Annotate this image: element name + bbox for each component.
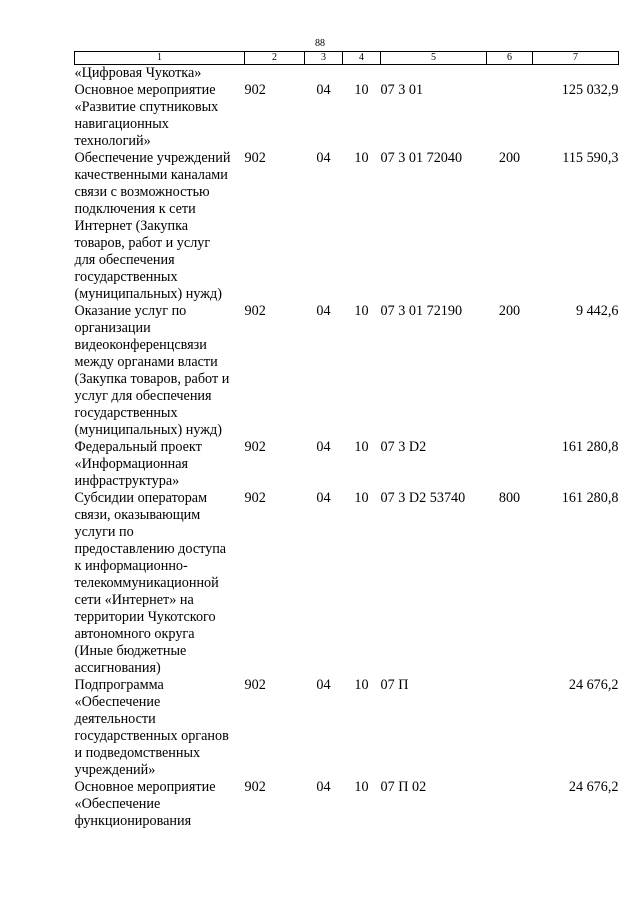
table-row bbox=[75, 439, 619, 490]
item-description bbox=[75, 303, 245, 439]
code-expense-type: 200 bbox=[498, 303, 521, 319]
code-main-admin: 902 bbox=[244, 150, 266, 166]
column-header: 4 bbox=[343, 52, 381, 65]
item-description bbox=[75, 779, 245, 830]
description-line: «Обеспечение bbox=[74, 694, 161, 710]
code-main-admin: 902 bbox=[244, 439, 266, 455]
column-header: 2 bbox=[245, 52, 305, 65]
code-subsection bbox=[343, 65, 381, 83]
amount bbox=[533, 65, 619, 83]
description-line: Основное мероприятие bbox=[74, 779, 216, 795]
description-line: качественными каналами bbox=[74, 167, 228, 183]
code-subsection: 10 bbox=[354, 303, 369, 319]
code-target-article: 07 3 D2 53740 bbox=[380, 490, 466, 506]
description-line: территории Чукотского bbox=[74, 609, 216, 625]
code-section: 04 bbox=[316, 677, 331, 693]
code-subsection: 10 bbox=[354, 779, 369, 795]
code-expense-type bbox=[487, 439, 533, 490]
description-line: услуг для обеспечения bbox=[74, 388, 212, 404]
code-section: 04 bbox=[316, 303, 331, 319]
code-main-admin: 902 bbox=[244, 490, 266, 506]
amount: 24 676,2 bbox=[568, 677, 619, 693]
column-header: 5 bbox=[381, 52, 487, 65]
table-row bbox=[75, 82, 619, 150]
description-line: Основное мероприятие bbox=[74, 82, 216, 98]
code-section: 04 bbox=[316, 439, 331, 455]
code-section: 04 bbox=[316, 150, 331, 166]
description-line: сети «Интернет» на bbox=[74, 592, 194, 608]
column-header: 3 bbox=[305, 52, 343, 65]
description-line: государственных bbox=[74, 405, 178, 421]
description-line: связи, оказывающим bbox=[74, 507, 201, 523]
description-line: для обеспечения bbox=[74, 252, 175, 268]
amount: 125 032,9 bbox=[561, 82, 619, 98]
code-target-article: 07 П 02 bbox=[380, 779, 427, 795]
description-line: Интернет (Закупка bbox=[74, 218, 189, 234]
description-line: телекоммуникационной bbox=[74, 575, 219, 591]
description-line: учреждений» bbox=[74, 762, 156, 778]
description-line: предоставлению доступа bbox=[74, 541, 227, 557]
code-main-admin: 902 bbox=[244, 82, 266, 98]
description-line: государственных bbox=[74, 269, 178, 285]
code-section: 04 bbox=[316, 779, 331, 795]
amount: 24 676,2 bbox=[568, 779, 619, 795]
column-header: 6 bbox=[487, 52, 533, 65]
description-line: Федеральный проект bbox=[74, 439, 202, 455]
code-target-article bbox=[381, 65, 487, 83]
code-subsection: 10 bbox=[354, 82, 369, 98]
code-target-article: 07 П bbox=[380, 677, 409, 693]
description-line: товаров, работ и услуг bbox=[74, 235, 211, 251]
code-expense-type bbox=[487, 65, 533, 83]
description-line: подключения к сети bbox=[74, 201, 196, 217]
amount: 161 280,8 bbox=[561, 439, 619, 455]
description-line: «Обеспечение bbox=[74, 796, 161, 812]
description-line: к информационно- bbox=[74, 558, 188, 574]
description-line: Оказание услуг по bbox=[74, 303, 187, 319]
code-target-article: 07 3 01 72040 bbox=[380, 150, 463, 166]
item-description bbox=[75, 150, 245, 303]
amount: 115 590,3 bbox=[562, 150, 619, 166]
description-line: организации bbox=[74, 320, 151, 336]
column-header: 1 bbox=[75, 52, 245, 65]
code-section bbox=[305, 65, 343, 83]
description-line: государственных органов bbox=[74, 728, 229, 744]
code-expense-type: 800 bbox=[498, 490, 521, 506]
code-target-article: 07 3 01 72190 bbox=[380, 303, 463, 319]
description-line: (муниципальных) нужд) bbox=[74, 286, 222, 302]
code-expense-type: 200 bbox=[498, 150, 521, 166]
item-description bbox=[75, 82, 245, 150]
description-line: между органами власти bbox=[74, 354, 218, 370]
code-main-admin: 902 bbox=[244, 677, 266, 693]
description-line: ассигнования) bbox=[74, 660, 161, 676]
code-subsection: 10 bbox=[354, 439, 369, 455]
amount: 9 442,6 bbox=[575, 303, 619, 319]
description-line: инфраструктура» bbox=[74, 473, 180, 489]
code-section: 04 bbox=[316, 82, 331, 98]
column-header: 7 bbox=[533, 52, 619, 65]
table-row bbox=[75, 677, 619, 779]
description-line: связи с возможностью bbox=[74, 184, 210, 200]
code-main-admin: 902 bbox=[244, 303, 266, 319]
table-row bbox=[75, 779, 619, 830]
code-target-article: 07 3 01 bbox=[380, 82, 424, 98]
table-row bbox=[75, 65, 619, 83]
description-line: (Закупка товаров, работ и bbox=[74, 371, 230, 387]
page-number: 88 bbox=[315, 38, 325, 49]
description-line: (Иные бюджетные bbox=[74, 643, 187, 659]
code-subsection: 10 bbox=[354, 490, 369, 506]
item-description bbox=[75, 677, 245, 779]
code-main-admin bbox=[245, 65, 305, 83]
description-line: (муниципальных) нужд) bbox=[74, 422, 222, 438]
budget-table bbox=[74, 51, 619, 830]
column-number-header bbox=[75, 52, 619, 65]
description-line: автономного округа bbox=[74, 626, 195, 642]
description-line: Подпрограмма bbox=[74, 677, 164, 693]
item-description bbox=[75, 65, 245, 83]
description-line: технологий» bbox=[74, 133, 151, 149]
code-main-admin: 902 bbox=[244, 779, 266, 795]
code-target-article: 07 3 D2 bbox=[380, 439, 427, 455]
description-line: навигационных bbox=[74, 116, 169, 132]
description-line: и подведомственных bbox=[74, 745, 201, 761]
amount: 161 280,8 bbox=[561, 490, 619, 506]
description-line: Субсидии операторам bbox=[74, 490, 208, 506]
table-row bbox=[75, 150, 619, 303]
code-subsection: 10 bbox=[354, 150, 369, 166]
code-expense-type bbox=[487, 677, 533, 779]
description-line: видеоконференцсвязи bbox=[74, 337, 207, 353]
description-line: функционирования bbox=[74, 813, 192, 829]
description-line: Обеспечение учреждений bbox=[74, 150, 231, 166]
code-subsection: 10 bbox=[354, 677, 369, 693]
description-line: «Развитие спутниковых bbox=[74, 99, 219, 115]
code-section: 04 bbox=[316, 490, 331, 506]
code-expense-type bbox=[487, 82, 533, 150]
description-line: «Цифровая Чукотка» bbox=[74, 65, 202, 81]
table-row bbox=[75, 490, 619, 677]
description-line: услуги по bbox=[74, 524, 134, 540]
code-expense-type bbox=[487, 779, 533, 830]
item-description bbox=[75, 439, 245, 490]
item-description bbox=[75, 490, 245, 677]
description-line: «Информационная bbox=[74, 456, 189, 472]
table-row bbox=[75, 303, 619, 439]
description-line: деятельности bbox=[74, 711, 156, 727]
